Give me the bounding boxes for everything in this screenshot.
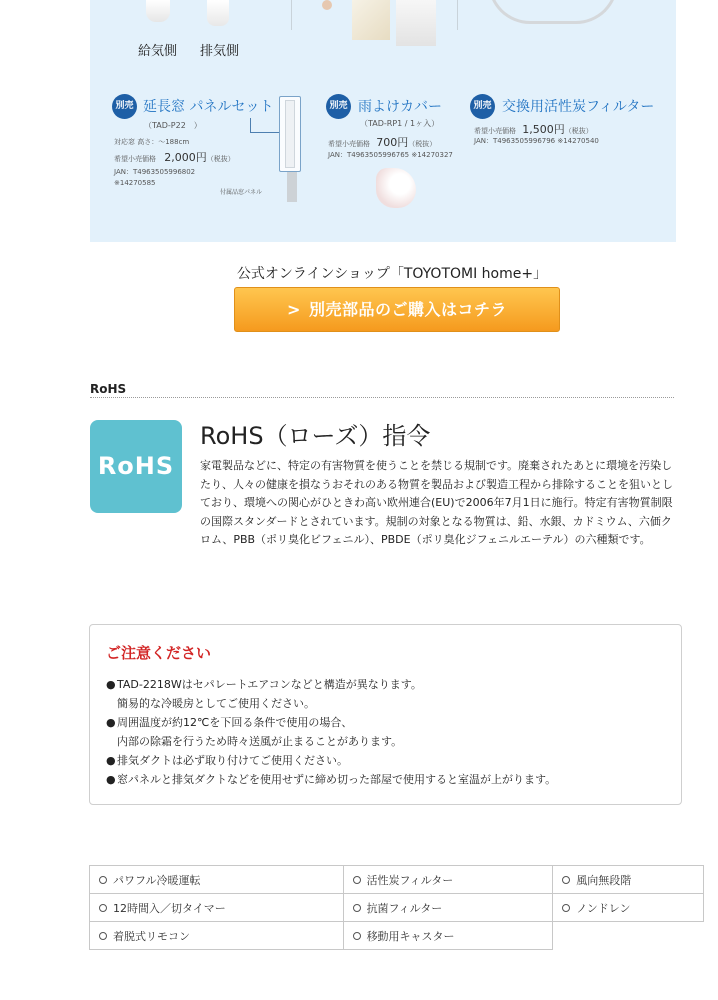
table-row	[90, 866, 704, 894]
feature-cell: 活性炭フィルター	[343, 866, 553, 894]
window-panel-image	[396, 0, 436, 46]
accessory-price-row: 希望小売価格 2,000円（税抜）	[114, 151, 235, 164]
empty-cell	[553, 922, 704, 950]
circle-icon	[353, 932, 361, 940]
divider	[291, 0, 292, 30]
bullet-icon: ●	[106, 754, 116, 767]
circle-icon	[99, 932, 107, 940]
caution-box	[89, 624, 682, 805]
accessory-name: 延長窓 パネルセット	[143, 99, 274, 115]
divider	[457, 0, 458, 30]
part-image	[322, 0, 332, 10]
accessory-price-row: 希望小売価格 1,500円（税抜）	[474, 123, 593, 136]
caution-title: ご注意ください	[106, 644, 212, 662]
accessory-note: 付属品窓パネル	[220, 189, 263, 196]
chevron-right-icon: >	[287, 300, 301, 319]
exhaust-duct-image	[488, 0, 618, 24]
feature-cell: 着脱式リモコン	[90, 922, 344, 950]
caution-item: ●周囲温度が約12℃を下回る条件で使用の場合、 内部の除霜を行うため時々送風が止まることがあります。	[106, 713, 556, 751]
feature-cell: パワフル冷暖運転	[90, 866, 344, 894]
circle-icon	[353, 876, 361, 884]
feature-cell: 12時間入／切タイマー	[90, 894, 344, 922]
table-row	[90, 922, 704, 950]
caution-item: ●TAD-2218Wはセパレートエアコンなどと構造が異なります。 簡易的な冷暖房としてご使用ください。	[106, 675, 556, 713]
bullet-icon: ●	[106, 773, 116, 786]
intake-caption: 給気側	[138, 44, 178, 59]
separate-sale-badge: 別売	[470, 94, 495, 119]
intake-pipe-image	[146, 0, 170, 22]
separate-sale-badge: 別売	[112, 94, 137, 119]
feature-cell: 移動用キャスター	[343, 922, 553, 950]
rain-cover-image	[376, 168, 416, 208]
caution-item: ●排気ダクトは必ず取り付けてご使用ください。	[106, 751, 556, 770]
rohs-logo: RoHS	[90, 420, 182, 513]
window-panel-image	[352, 0, 390, 40]
exhaust-caption: 排気側	[200, 44, 240, 59]
accessory-model: （TAD-RP1 / 1ヶ入）	[360, 119, 440, 128]
accessories-panel	[90, 0, 676, 242]
accessory-price: 700円	[376, 136, 409, 149]
bullet-icon: ●	[106, 678, 116, 691]
accessory-jan: JAN：T4963505996802	[114, 168, 196, 176]
circle-icon	[562, 904, 570, 912]
feature-cell: 抗菌フィルター	[343, 894, 553, 922]
accessory-name: 交換用活性炭フィルター	[502, 99, 655, 115]
accessory-model: （TAD-P22 ）	[144, 121, 202, 130]
caution-item: ●窓パネルと排気ダクトなどを使用せずに締め切った部屋で使用すると室温が上がります。	[106, 770, 556, 789]
accessory-window-size: 対応窓 高さ：〜188cm	[114, 138, 190, 146]
accessory-price-row: 希望小売価格 700円（税抜）	[328, 136, 437, 149]
accessory-price: 1,500円	[522, 123, 565, 136]
features-table	[89, 865, 704, 950]
accessory-jan: JAN：T4963505996796 ※14270540	[474, 137, 599, 145]
table-row	[90, 894, 704, 922]
circle-icon	[562, 876, 570, 884]
leader-line	[250, 118, 251, 133]
exhaust-pipe-image	[207, 0, 229, 26]
accessory-price: 2,000円	[164, 151, 207, 164]
caution-list	[106, 675, 556, 789]
shop-label: 公式オンラインショップ「TOYOTOMI home+」	[236, 266, 548, 282]
rohs-description: 家電製品などに、特定の有害物質を使うことを禁じる規制です。廃棄されたあとに環境を汚染したり、人々の健康を損なうおそれのある物質を製品および製造工程から排除することを狙いとしており、環境への関心がひときわ高い欧州連合(EU)で2006年7月1日に施行。特定有害物質制限の国際スタンダードとされています。規制の対象となる物質は、鉛、水銀、カドミウム、六価クロム、PBB（ポリ臭化ビフェニル）、PBDE（ポリ臭化ジフェニルエーテル）の六種類です。	[200, 459, 673, 546]
circle-icon	[353, 904, 361, 912]
separate-sale-badge: 別売	[326, 94, 351, 119]
buy-accessories-button[interactable]	[234, 287, 560, 332]
extension-panel-image	[285, 100, 295, 168]
panel-foot-image	[287, 172, 297, 202]
rohs-title: RoHS（ローズ）指令	[200, 422, 431, 450]
accessory-jan: JAN：T4963505996765 ※14270327	[328, 151, 453, 159]
accessory-name: 雨よけカバー	[358, 99, 442, 115]
accessory-code: ※14270585	[114, 179, 156, 187]
feature-cell: 風向無段階	[553, 866, 704, 894]
bullet-icon: ●	[106, 716, 116, 729]
rohs-section-heading: RoHS	[90, 382, 127, 396]
buy-accessories-label: 別売部品のご購入はコチラ	[308, 300, 507, 319]
feature-cell: ノンドレン	[553, 894, 704, 922]
section-divider	[90, 397, 674, 398]
circle-icon	[99, 876, 107, 884]
circle-icon	[99, 904, 107, 912]
